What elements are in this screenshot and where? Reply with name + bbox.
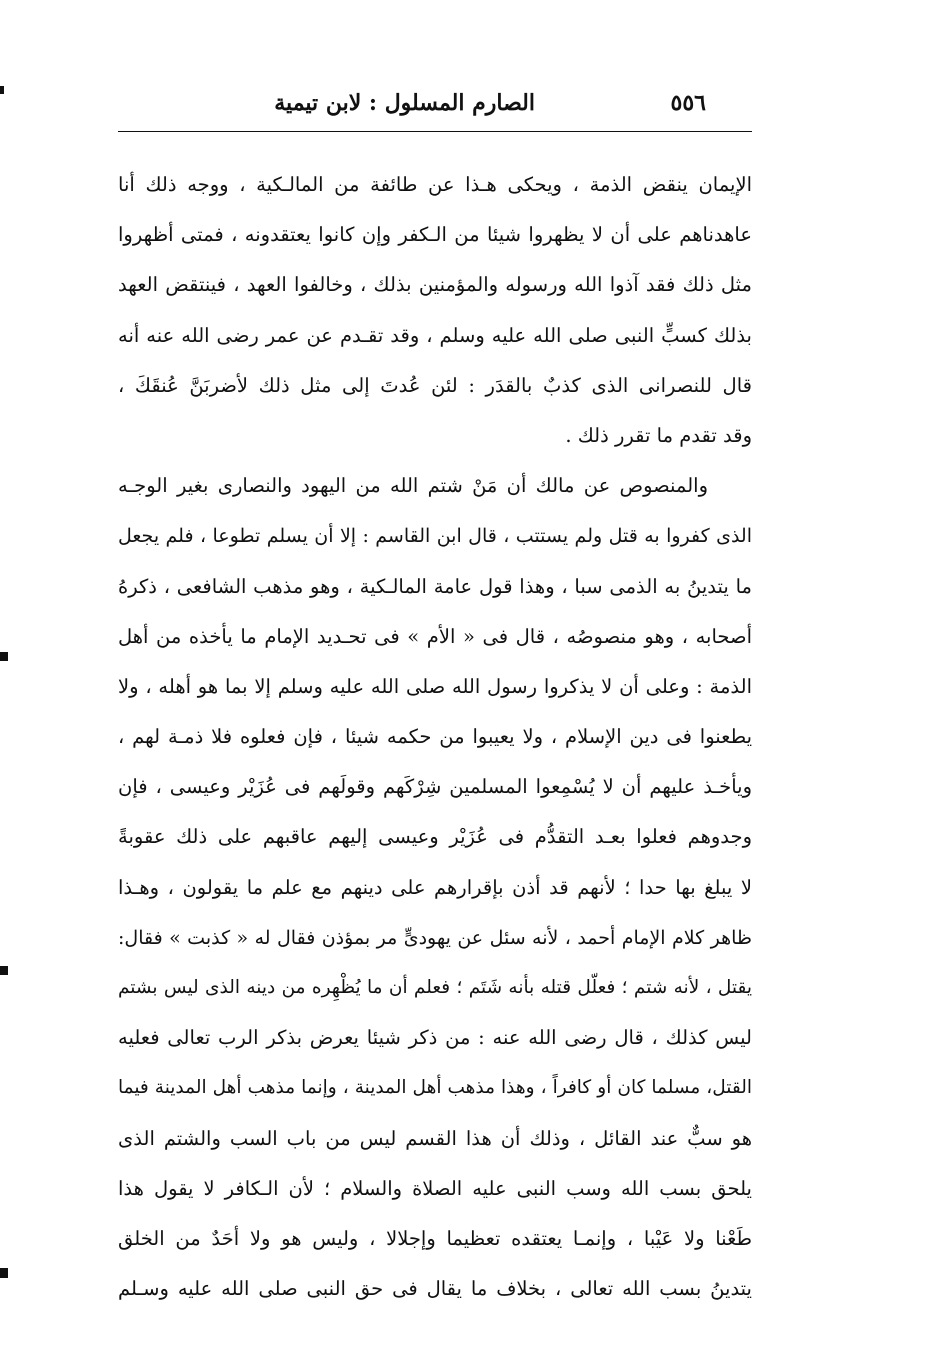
text-line: عاهدناهم على أن لا يظهروا شيئا من الـكفر وإن كانوا يعتقدونه ، فمتى أظهروا: [118, 223, 752, 247]
text-line: الإيمان ينقض الذمة ، ويحكى هـذا عن طائفة من المالـكية ، ووجه ذلك أنا: [118, 173, 752, 196]
text-line: طَعْنا ولا عَيْبا ، وإنمـا يعتقده تعظيما وإجلالا ، وليس هو ولا أحَدٌ من الخلق: [118, 1226, 752, 1250]
text-line: يطعنوا فى دين الإسلام ، ولا يعيبوا من حكمه شيئا ، فإن فعلوه فلا ذمـة لهم ،: [118, 725, 752, 749]
scan-edge-mark: [0, 86, 4, 94]
page-header: [118, 86, 750, 126]
text-line: يتدينُ بسب الله تعالى ، بخلاف ما يقال فى حق النبى صلى الله عليه وسـلم: [118, 1277, 752, 1301]
running-title: الصارم المسلول : لابن تيمية: [274, 90, 535, 116]
text-line: مثل ذلك فقد آذوا الله ورسوله والمؤمنين بذلك ، وخالفوا العهد ، فينتقض العهد: [118, 273, 752, 297]
text-line: وجدوهم فعلوا بعـد التقدُّم فى عُزَيْر وعيسى إليهم عاقبهم على ذلك عقوبةً: [118, 825, 752, 849]
text-line: لا يبلغ بها حدا ؛ لأنهم قد أذن بإقرارهم على دينهم مع علم ما يقولون ، وهـذا: [118, 875, 752, 899]
header-rule: [118, 131, 752, 132]
scan-edge-mark: [0, 1268, 8, 1278]
text-line: يلحق بسب الله وسب النبى عليه الصلاة والسلام ؛ لأن الـكافر لا يقول هذا: [118, 1176, 752, 1200]
page-number: ٥٥٦: [670, 90, 706, 116]
body-text: [118, 160, 752, 1314]
text-line: بذلك كسبٍّ النبى صلى الله عليه وسلم ، وقد تقـدم عن عمر رضى الله عنه أنه: [118, 323, 752, 347]
text-line: ظاهر كلام الإمام أحمد ، لأنه سئل عن يهودىٍّ مر بمؤذن فقال له « كذبت » فقال:: [118, 926, 752, 949]
scan-edge-mark: [0, 652, 8, 661]
text-line: قال للنصرانى الذى كذبٌ بالقدَر : لئن عُدتَ إلى مثل ذلك لأضربَنَّ عُنقَكَ ،: [118, 373, 752, 397]
text-line: أصحابه ، وهو منصوصُه ، قال فى « الأم » فى تحـديد الإمام ما يأخذه من أهل: [118, 624, 752, 648]
text-line: هو سبٌّ عند القائل ، وذلك أن هذا القسم ليس من باب السب والشتم الذى: [118, 1126, 752, 1150]
text-line: ويأخـذ عليهم أن لا يُسْمِعوا المسلمين شِرْكَهم وقولَهم فى عُزَيْر وعيسى ، فإن: [118, 775, 752, 799]
text-line: والمنصوص عن مالك أن مَنْ شتم الله من اليهود والنصارى بغير الوجـه: [118, 474, 708, 498]
text-line: ليس كذلك ، قال رضى الله عنه : من ذكر شيئا يعرض بذكر الرب تعالى فعليه: [118, 1026, 752, 1050]
text-line: القتل، مسلما كان أو كافراً ، وهذا مذهب أهل المدينة ، وإنما مذهب أهل المدينة فيما: [118, 1077, 752, 1099]
text-line: الذمة : وعلى أن لا يذكروا رسول الله صلى الله عليه وسلم إلا بما هو أهله ، ولا: [118, 674, 752, 698]
text-line: يقتل ، لأنه شتم ؛ فعلّل قتله بأنه شَتَم ؛ فعلم أن ما يُظْهِره من دينه الذى ليس بشتم: [118, 977, 752, 998]
text-line: ما يتدينُ به الذمى سبا ، وهذا قول عامة المالـكية ، وهو مذهب الشافعى ، ذكرهُ: [118, 574, 752, 598]
text-line: وقد تقدم ما تقرر ذلك .: [565, 423, 752, 447]
scan-edge-mark: [0, 966, 8, 975]
text-line: الذى كفروا به قتل ولم يستتب ، قال ابن القاسم : إلا أن يسلم تطوعا ، فلم يجعل: [118, 525, 752, 548]
